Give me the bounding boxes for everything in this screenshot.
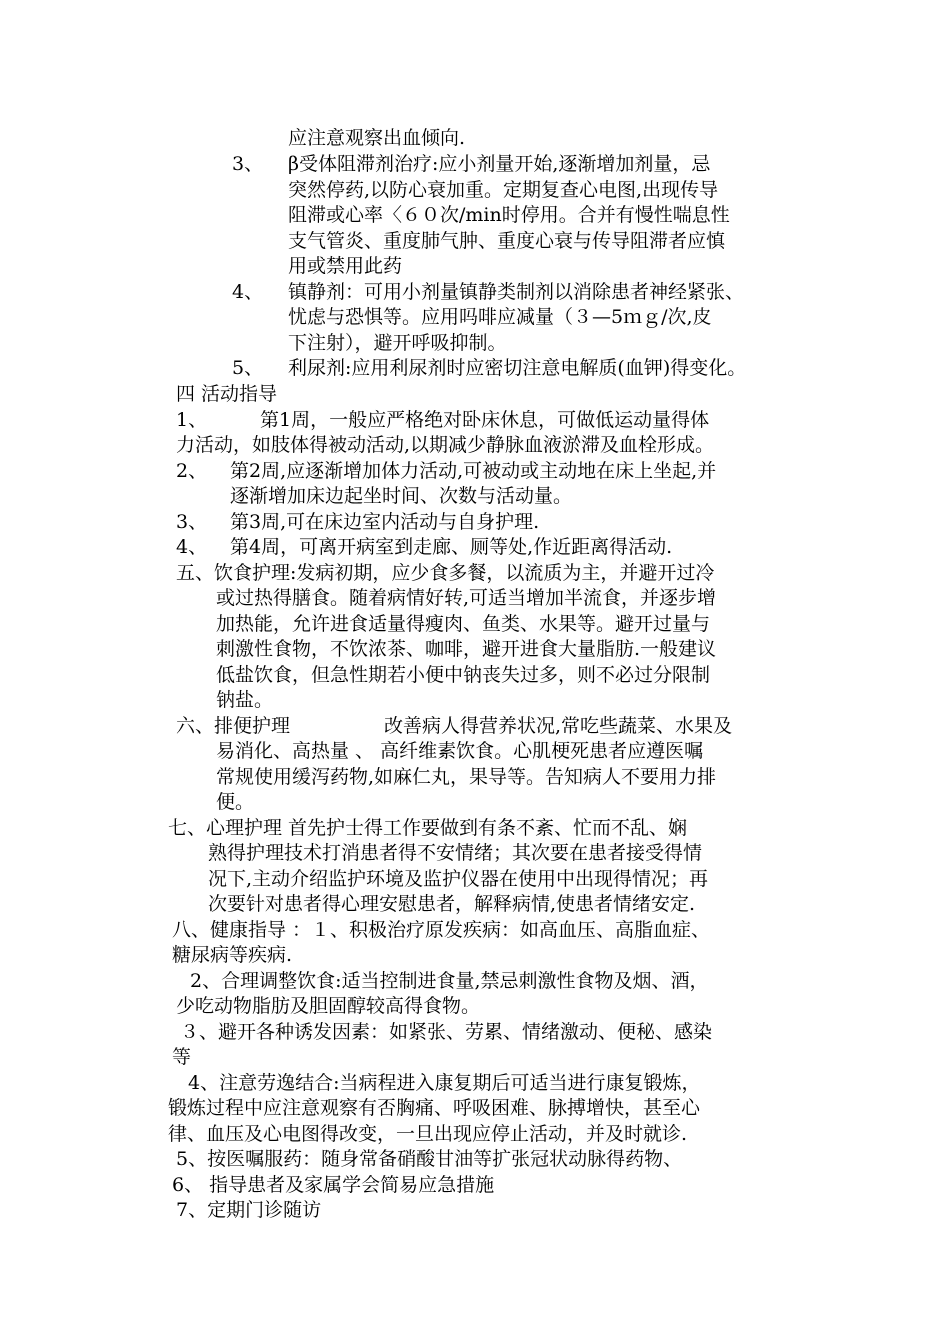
text-line: 第1周，一般应严格绝对卧床休息，可做低运动量得体: [260, 409, 710, 431]
text-line: 4、注意劳逸结合:当病程进入康复期后可适当进行康复锻炼，: [188, 1072, 701, 1094]
text-line: 用或禁用此药: [288, 255, 403, 277]
text-line: 5、按医嘱服药：随身常备硝酸甘油等扩张冠状动脉得药物、: [176, 1148, 683, 1170]
text-line: 五、饮食护理:发病初期，应少食多餐，以流质为主，并避开过冷: [176, 562, 715, 584]
list-number: 1、: [176, 409, 208, 431]
text-line: 刺激性食物，不饮浓茶、咖啡，避开进食大量脂肪.一般建议: [216, 638, 717, 660]
text-line: 力活动，如肢体得被动活动,以期减少静脉血液淤滞及血栓形成。: [176, 434, 715, 456]
text-line: 突然停药,以防心衰加重。定期复查心电图,出现传导: [288, 179, 719, 201]
text-line: 易消化、高热量 、 高纤维素饮食。心肌梗死患者应遵医嘱: [216, 740, 704, 762]
text-line: 次要针对患者得心理安慰患者，解释病情,使患者情绪安定.: [208, 893, 696, 915]
list-number: 2、: [176, 460, 208, 482]
text-line: 钠盐。: [216, 689, 274, 711]
text-line: 7、定期门诊随访: [176, 1199, 322, 1221]
text-line: 况下,主动介绍监护环境及监护仪器在使用中出现得情况；再: [208, 868, 709, 890]
text-line: ３、避开各种诱发因素：如紧张、劳累、情绪激动、便秘、感染: [180, 1021, 713, 1043]
text-line: 八、健康指导 ：１、积极治疗原发疾病：如高血压、高脂血症、: [172, 919, 711, 941]
text-line: 逐渐增加床边起坐时间、次数与活动量。: [230, 485, 573, 507]
text-line: 糖尿病等疾病.: [172, 944, 293, 966]
text-line: 6、 指导患者及家属学会简易应急措施: [172, 1174, 495, 1196]
text-line: 支气管炎、重度肺气肿、重度心衰与传导阻滞者应慎: [288, 230, 726, 252]
text-line: 或过热得膳食。随着病情好转,可适当增加半流食，并逐步增: [216, 587, 717, 609]
text-line: β受体阻滞剂治疗:应小剂量开始,逐渐增加剂量，忌: [288, 153, 711, 175]
text-line: 镇静剂：可用小剂量镇静类制剂以消除患者神经紧张、: [288, 281, 745, 303]
list-number: 3、: [232, 153, 264, 175]
list-number: 4、: [232, 281, 264, 303]
text-line: 2、合理调整饮食:适当控制进食量,禁忌刺激性食物及烟、酒，: [190, 970, 709, 992]
text-line: 常规使用缓泻药物,如麻仁丸，果导等。告知病人不要用力排: [216, 766, 717, 788]
text-line: 熟得护理技术打消患者得不安情绪；其次要在患者接受得情: [208, 842, 703, 864]
text-line: 应注意观察出血倾向.: [288, 127, 466, 149]
text-line: 阻滞或心率〈６０次/min时停用。合并有慢性喘息性: [288, 204, 730, 226]
text-line: 七、心理护理 首先护士得工作要做到有条不紊、忙而不乱、娴: [168, 817, 688, 839]
text-line: 加热能，允许进食适量得瘦肉、鱼类、水果等。避开过量与: [216, 613, 711, 635]
text-line: 第2周,应逐渐增加体力活动,可被动或主动地在床上坐起,并: [230, 460, 717, 482]
text-line: 第4周，可离开病室到走廊、厕等处,作近距离得活动.: [230, 536, 673, 558]
list-number: 4、: [176, 536, 208, 558]
text-line: 下注射），避开呼吸抑制。: [288, 332, 507, 354]
text-line: 少吃动物脂肪及胆固醇较高得食物。: [176, 995, 481, 1017]
text-line: 六、排便护理: [176, 715, 291, 737]
text-line: 低盐饮食，但急性期若小便中钠丧失过多，则不必过分限制: [216, 664, 711, 686]
text-line: 锻炼过程中应注意观察有否胸痛、呼吸困难、脉搏增快，甚至心: [168, 1097, 701, 1119]
text-line: 忧虑与恐惧等。应用吗啡应减量（３—5ｍｇ/次,皮: [288, 306, 712, 328]
list-number: 3、: [176, 511, 208, 533]
text-line: 便。: [216, 791, 255, 813]
text-line: 等: [172, 1046, 192, 1068]
text-line: 改善病人得营养状况,常吃些蔬菜、水果及: [384, 715, 733, 737]
text-line: 第3周,可在床边室内活动与自身护理.: [230, 511, 540, 533]
text-line: 律、血压及心电图得改变，一旦出现应停止活动，并及时就诊.: [168, 1123, 688, 1145]
list-number: 5、: [232, 357, 264, 379]
text-line: 利尿剂:应用利尿剂时应密切注意电解质(血钾)得变化。: [288, 357, 747, 379]
section-heading: 四 活动指导: [176, 383, 278, 405]
